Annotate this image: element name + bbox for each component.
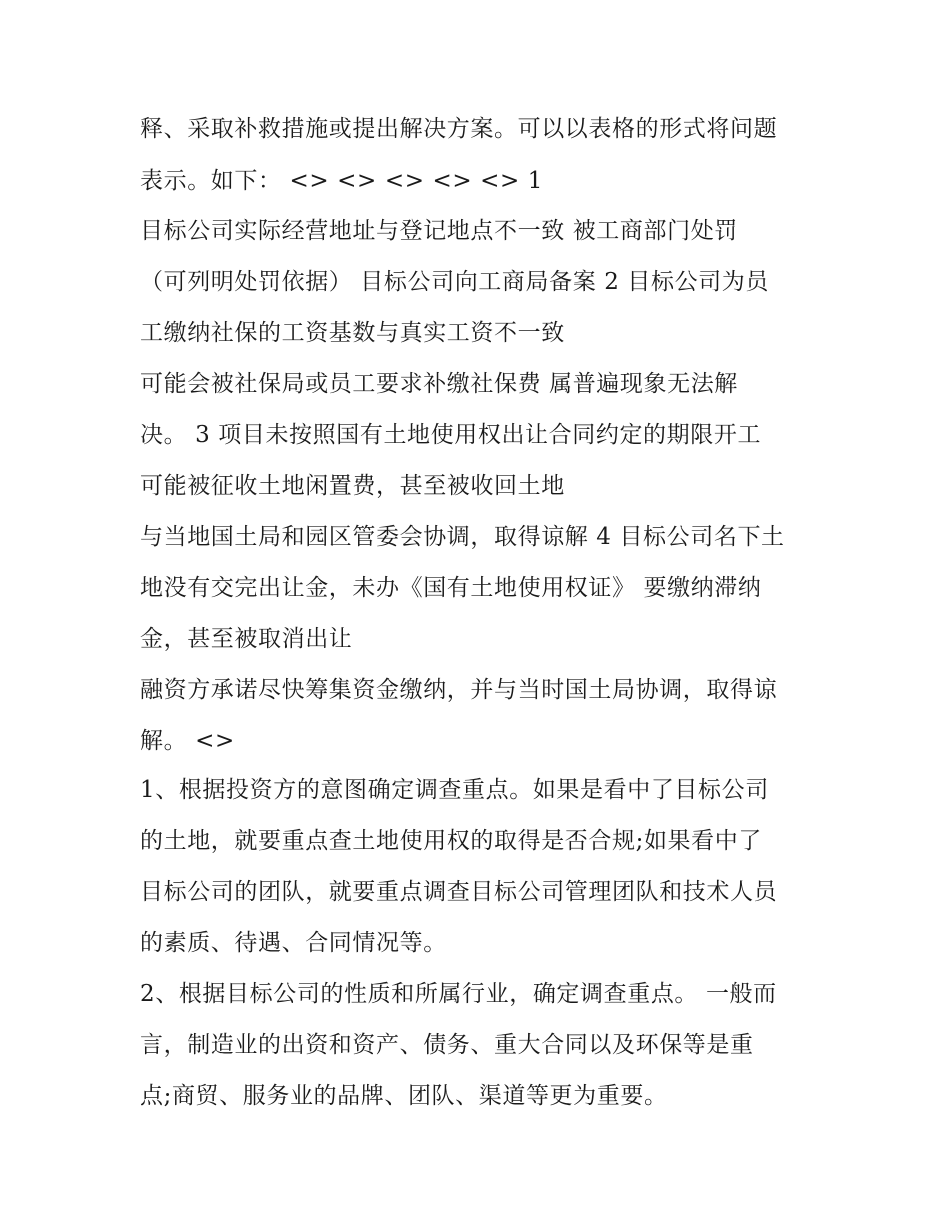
- text-line: （可列明处罚依据） 目标公司向工商局备案 2 目标公司为员: [140, 269, 769, 295]
- text-line: 的素质、待遇、合同情况等。: [140, 930, 447, 956]
- text-line: 目标公司实际经营地址与登记地点不一致 被工商部门处罚: [140, 218, 738, 244]
- text-line: 决。 3 项目未按照国有土地使用权出让合同约定的期限开工: [140, 422, 762, 448]
- text-line: 2、根据目标公司的性质和所属行业，确定调查重点。 一般而: [140, 981, 777, 1007]
- text-line: 融资方承诺尽快筹集资金缴纳，并与当时国土局协调，取得谅: [140, 677, 778, 703]
- text-line: 1、根据投资方的意图确定调查重点。如果是看中了目标公司: [140, 777, 769, 803]
- text-line: 目标公司的团队，就要重点调查目标公司管理团队和技术人员: [140, 879, 778, 905]
- text-line: 地没有交完出让金，未办《国有土地使用权证》 要缴纳滞纳: [140, 575, 762, 601]
- text-line: 工缴纳社保的工资基数与真实工资不一致: [140, 320, 565, 346]
- text-line: 解。 <>: [140, 728, 235, 754]
- text-line: 点;商贸、服务业的品牌、团队、渠道等更为重要。: [140, 1083, 668, 1109]
- text-line: 金，甚至被取消出让: [140, 626, 353, 652]
- text-line: 的土地，就要重点查土地使用权的取得是否合规;如果看中了: [140, 828, 762, 854]
- text-line: 言，制造业的出资和资产、债务、重大合同以及环保等是重: [140, 1032, 754, 1058]
- text-line: 可能会被社保局或员工要求补缴社保费 属普遍现象无法解: [140, 371, 738, 397]
- text-line: 释、采取补救措施或提出解决方案。可以以表格的形式将问题: [140, 116, 778, 142]
- text-line: 表示。如下： <> <> <> <> <> 1: [140, 168, 544, 194]
- text-line: 可能被征收土地闲置费，甚至被收回土地: [140, 473, 565, 499]
- text-line: 与当地国土局和园区管委会协调，取得谅解 4 目标公司名下土: [140, 524, 785, 550]
